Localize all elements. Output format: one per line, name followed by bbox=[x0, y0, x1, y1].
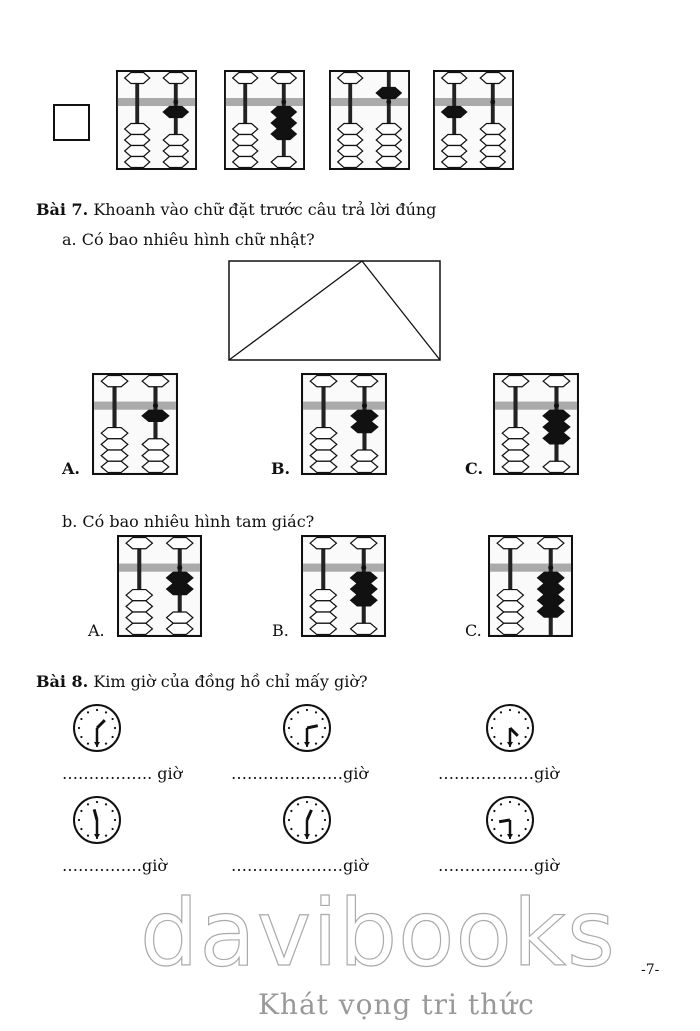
abacus-bead bbox=[543, 376, 570, 387]
abacus-bead bbox=[101, 428, 128, 439]
bai8-title: Kim giờ của đồng hồ chỉ mấy giờ? bbox=[93, 672, 368, 691]
abacus-bead bbox=[338, 124, 363, 135]
abacus-bead bbox=[442, 135, 467, 146]
abacus-bead bbox=[271, 118, 296, 129]
clock bbox=[484, 702, 536, 754]
abacus-bead bbox=[163, 146, 188, 157]
clock bbox=[71, 794, 123, 846]
option-c[interactable]: C. bbox=[465, 459, 484, 478]
option-b[interactable]: B. bbox=[271, 459, 291, 478]
abacus-bead bbox=[376, 157, 401, 168]
clock bbox=[484, 794, 536, 846]
abacus-bead bbox=[126, 538, 152, 549]
abacus-bead bbox=[167, 623, 193, 634]
abacus-bead bbox=[480, 135, 505, 146]
abacus-bead bbox=[167, 538, 193, 549]
abacus-bead bbox=[497, 612, 523, 623]
bai8-heading bbox=[36, 672, 368, 691]
option-c[interactable]: C. bbox=[465, 621, 482, 640]
abacus-bead bbox=[338, 73, 363, 84]
abacus-bead bbox=[480, 157, 505, 168]
abacus-bead bbox=[125, 157, 150, 168]
abacus-bead bbox=[271, 73, 296, 84]
abacus-bead bbox=[480, 73, 505, 84]
abacus-bead bbox=[271, 107, 296, 118]
abacus bbox=[488, 535, 573, 637]
answer-blank[interactable]: ………………giờ bbox=[438, 764, 559, 783]
bai7-title: Khoanh vào chữ đặt trước câu trả lời đúng bbox=[93, 200, 437, 219]
abacus-bead bbox=[376, 88, 401, 99]
abacus-bead bbox=[538, 595, 564, 606]
abacus bbox=[117, 535, 202, 637]
abacus-bead bbox=[351, 623, 377, 634]
abacus-bead bbox=[497, 601, 523, 612]
abacus-bead bbox=[163, 73, 188, 84]
abacus-bead bbox=[442, 107, 467, 118]
bai7-number: Bài 7. bbox=[36, 200, 89, 219]
abacus-bead bbox=[167, 612, 193, 623]
option-a[interactable]: A. bbox=[62, 459, 80, 478]
abacus-bead bbox=[502, 428, 529, 439]
clock bbox=[281, 702, 333, 754]
abacus bbox=[301, 373, 387, 475]
answer-blank[interactable]: ……………giờ bbox=[62, 856, 167, 875]
abacus bbox=[92, 373, 178, 475]
abacus-bead bbox=[351, 595, 377, 606]
abacus-bead bbox=[310, 538, 336, 549]
abacus-bead bbox=[351, 583, 377, 594]
abacus-bead bbox=[543, 421, 570, 432]
rectangle-figure bbox=[228, 260, 442, 362]
abacus-bead bbox=[442, 73, 467, 84]
bai7-heading bbox=[36, 200, 436, 219]
part-b-question: b. Có bao nhiêu hình tam giác? bbox=[62, 512, 315, 531]
bai8-number: Bài 8. bbox=[36, 672, 89, 691]
abacus-bead bbox=[502, 376, 529, 387]
abacus-bead bbox=[163, 107, 188, 118]
abacus-bead bbox=[538, 583, 564, 594]
abacus-bead bbox=[142, 439, 169, 450]
option-a[interactable]: A. bbox=[88, 621, 105, 640]
abacus-bead bbox=[310, 439, 337, 450]
abacus-bead bbox=[125, 124, 150, 135]
answer-blank[interactable]: …………………giờ bbox=[231, 856, 368, 875]
abacus-bead bbox=[125, 135, 150, 146]
abacus-bead bbox=[442, 146, 467, 157]
abacus-bead bbox=[126, 623, 152, 634]
abacus bbox=[493, 373, 579, 475]
abacus-bead bbox=[351, 410, 378, 421]
abacus-bead bbox=[442, 157, 467, 168]
abacus-bead bbox=[101, 450, 128, 461]
abacus-bead bbox=[351, 461, 378, 472]
abacus-bead bbox=[142, 461, 169, 472]
watermark-slogan: Khát vọng tri thức bbox=[258, 988, 535, 1021]
abacus bbox=[116, 70, 197, 170]
abacus-bead bbox=[167, 572, 193, 583]
abacus-bead bbox=[233, 124, 258, 135]
clock bbox=[281, 794, 333, 846]
abacus-bead bbox=[538, 606, 564, 617]
answer-blank[interactable]: …………….. giờ bbox=[62, 764, 183, 783]
abacus-bead bbox=[480, 146, 505, 157]
abacus bbox=[224, 70, 305, 170]
abacus-bead bbox=[502, 450, 529, 461]
abacus-bead bbox=[233, 146, 258, 157]
page-number: -7- bbox=[641, 962, 660, 978]
answer-blank[interactable]: …………………giờ bbox=[231, 764, 368, 783]
abacus-bead bbox=[271, 157, 296, 168]
abacus-bead bbox=[497, 538, 523, 549]
abacus-bead bbox=[376, 135, 401, 146]
abacus-bead bbox=[233, 157, 258, 168]
abacus-bead bbox=[142, 376, 169, 387]
abacus-bead bbox=[163, 135, 188, 146]
abacus bbox=[433, 70, 514, 170]
abacus-bead bbox=[271, 129, 296, 140]
abacus-bead bbox=[351, 421, 378, 432]
abacus-bead bbox=[310, 428, 337, 439]
abacus-bead bbox=[101, 461, 128, 472]
abacus-bead bbox=[101, 439, 128, 450]
abacus-bead bbox=[126, 612, 152, 623]
watermark-logo: davibooks bbox=[140, 880, 616, 987]
abacus-bead bbox=[497, 590, 523, 601]
abacus-bead bbox=[126, 590, 152, 601]
abacus-bead bbox=[233, 73, 258, 84]
option-b[interactable]: B. bbox=[272, 621, 289, 640]
abacus-bead bbox=[310, 376, 337, 387]
abacus-bead bbox=[338, 157, 363, 168]
abacus-bead bbox=[351, 538, 377, 549]
abacus-bead bbox=[376, 124, 401, 135]
abacus-bead bbox=[310, 623, 336, 634]
abacus-bead bbox=[125, 73, 150, 84]
abacus-bead bbox=[142, 450, 169, 461]
abacus-bead bbox=[497, 623, 523, 634]
abacus-bead bbox=[310, 590, 336, 601]
abacus-bead bbox=[351, 572, 377, 583]
abacus-bead bbox=[142, 410, 169, 421]
abacus-bead bbox=[310, 612, 336, 623]
abacus-bead bbox=[376, 146, 401, 157]
abacus-bead bbox=[543, 410, 570, 421]
abacus-bead bbox=[163, 157, 188, 168]
abacus-bead bbox=[480, 124, 505, 135]
abacus-bead bbox=[125, 146, 150, 157]
abacus-bead bbox=[351, 450, 378, 461]
abacus-bead bbox=[502, 461, 529, 472]
answer-blank[interactable]: ………………giờ bbox=[438, 856, 559, 875]
abacus-bead bbox=[310, 461, 337, 472]
abacus-bead bbox=[338, 135, 363, 146]
abacus bbox=[329, 70, 410, 170]
abacus-bead bbox=[310, 450, 337, 461]
abacus-bead bbox=[538, 572, 564, 583]
abacus-bead bbox=[167, 583, 193, 594]
clock bbox=[71, 702, 123, 754]
abacus-bead bbox=[538, 538, 564, 549]
abacus-bead bbox=[310, 601, 336, 612]
part-a-question: a. Có bao nhiêu hình chữ nhật? bbox=[62, 230, 315, 249]
abacus-bead bbox=[543, 433, 570, 444]
abacus-bead bbox=[543, 461, 570, 472]
answer-box[interactable] bbox=[53, 104, 90, 141]
abacus-bead bbox=[233, 135, 258, 146]
abacus-bead bbox=[351, 376, 378, 387]
abacus-bead bbox=[502, 439, 529, 450]
abacus-bead bbox=[126, 601, 152, 612]
abacus-bead bbox=[338, 146, 363, 157]
abacus-bead bbox=[101, 376, 128, 387]
abacus bbox=[301, 535, 386, 637]
hour-hand bbox=[499, 820, 510, 822]
